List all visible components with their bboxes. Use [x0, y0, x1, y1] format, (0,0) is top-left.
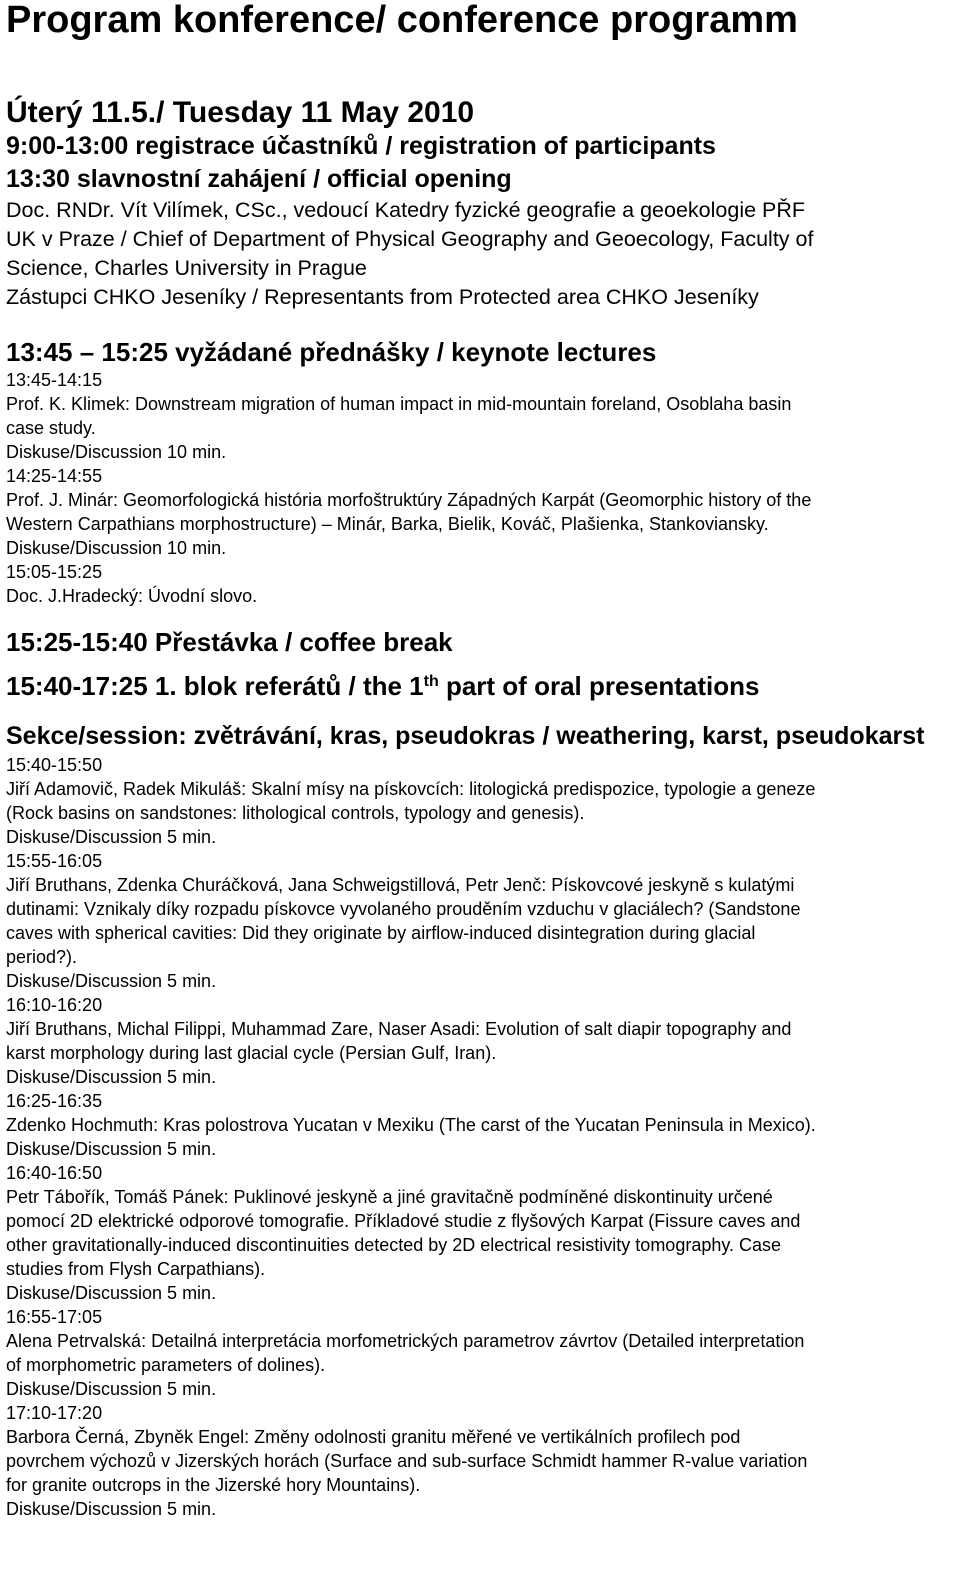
keynote-line: Doc. J.Hradecký: Úvodní slovo.: [6, 586, 258, 606]
session-line: 15:55-16:05: [6, 851, 103, 871]
opening-detail-line: Science, Charles University in Prague: [6, 256, 367, 280]
keynote-line: 13:45-14:15: [6, 370, 103, 390]
block-heading-text: 15:40-17:25 1. blok referátů / the 1: [6, 671, 424, 701]
session-line: Barbora Černá, Zbyněk Engel: Změny odolnosti granitu měřené ve vertikálních profilech pod: [6, 1427, 741, 1447]
session-line: Diskuse/Discussion 5 min.: [6, 1139, 217, 1159]
session-line: Petr Tábořík, Tomáš Pánek: Puklinové jeskyně a jiné gravitačně podmíněné diskontinuity určené: [6, 1187, 773, 1207]
session-line: Diskuse/Discussion 5 min.: [6, 1283, 217, 1303]
session-line: of morphometric parameters of dolines).: [6, 1355, 326, 1375]
session-line: other gravitationally-induced discontinuities detected by 2D electrical resistivity tomography. Case: [6, 1235, 782, 1255]
session-line: 15:40-15:50: [6, 755, 103, 775]
keynote-line: 15:05-15:25: [6, 562, 103, 582]
session-heading: Sekce/session: zvětrávání, kras, pseudokras / weathering, karst, pseudokarst: [6, 722, 925, 750]
session-line: period?).: [6, 947, 78, 967]
session-line: Diskuse/Discussion 5 min.: [6, 1499, 217, 1519]
page-title: Program konference/ conference programm: [6, 0, 798, 41]
keynote-list: [6, 368, 960, 608]
program-content: [6, 96, 960, 1521]
session-line: 16:10-16:20: [6, 995, 103, 1015]
coffee-break-heading: 15:25-15:40 Přestávka / coffee break: [6, 627, 453, 657]
session-line: povrchem výchozů v Jizerských horách (Surface and sub-surface Schmidt hammer R-value variation: [6, 1451, 808, 1471]
session-line: dutinami: Vznikaly díky rozpadu pískovce vyvolaného prouděním vzduchu v glaciálech? (Sandstone: [6, 899, 801, 919]
session-line: caves with spherical cavities: Did they originate by airflow-induced disintegration during glacial: [6, 923, 756, 943]
keynote-line: Diskuse/Discussion 10 min.: [6, 538, 227, 558]
opening-detail-line: Zástupci CHKO Jeseníky / Representants from Protected area CHKO Jeseníky: [6, 285, 759, 309]
session-line: Zdenko Hochmuth: Kras polostrova Yucatan v Mexiku (The carst of the Yucatan Peninsula in Mexico).: [6, 1115, 816, 1135]
session-line: 16:25-16:35: [6, 1091, 103, 1111]
keynote-line: Prof. K. Klimek: Downstream migration of human impact in mid-mountain foreland, Osoblaha basin: [6, 394, 792, 414]
opening-line: 13:30 slavnostní zahájení / official opening: [6, 165, 512, 193]
block-heading-superscript: th: [423, 673, 439, 690]
session-line: Jiří Adamovič, Radek Mikuláš: Skalní mísy na pískovcích: litologická predispozice, typologie a geneze: [6, 779, 816, 799]
session-line: Jiří Bruthans, Zdenka Churáčková, Jana Schweigstillová, Petr Jenč: Pískovcové jeskyně s kulatými: [6, 875, 795, 895]
keynote-heading: 13:45 – 15:25 vyžádané přednášky / keynote lectures: [6, 337, 657, 367]
opening-detail-line: UK v Praze / Chief of Department of Physical Geography and Geoecology, Faculty of: [6, 227, 814, 251]
session-line: Alena Petrvalská: Detailná interpretácia morfometrických parametrov závrtov (Detailed interpretation: [6, 1331, 805, 1351]
day-heading: Úterý 11.5./ Tuesday 11 May 2010: [6, 96, 475, 129]
session-line: Jiří Bruthans, Michal Filippi, Muhammad Zare, Naser Asadi: Evolution of salt diapir topography and: [6, 1019, 792, 1039]
keynote-line: 14:25-14:55: [6, 466, 103, 486]
session-line: studies from Flysh Carpathians).: [6, 1259, 266, 1279]
session-line: Diskuse/Discussion 5 min.: [6, 1067, 217, 1087]
registration-line: 9:00-13:00 registrace účastníků / registration of participants: [6, 132, 716, 160]
session-line: 16:40-16:50: [6, 1163, 103, 1183]
session-list: [6, 753, 960, 1521]
session-line: for granite outcrops in the Jizerské hory Mountains).: [6, 1475, 421, 1495]
keynote-line: Prof. J. Minár: Geomorfologická história morfoštruktúry Západných Karpát (Geomorphic history of the: [6, 490, 812, 510]
session-line: pomocí 2D elektrické odporové tomografie. Příkladové studie z flyšových Karpat (Fissure caves and: [6, 1211, 801, 1231]
session-line: 16:55-17:05: [6, 1307, 103, 1327]
session-line: Diskuse/Discussion 5 min.: [6, 1379, 217, 1399]
keynote-line: Diskuse/Discussion 10 min.: [6, 442, 227, 462]
session-line: Diskuse/Discussion 5 min.: [6, 971, 217, 991]
opening-details: [6, 196, 960, 312]
session-line: karst morphology during last glacial cycle (Persian Gulf, Iran).: [6, 1043, 497, 1063]
keynote-line: case study.: [6, 418, 96, 438]
block-heading-text-end: part of oral presentations: [438, 671, 760, 701]
keynote-line: Western Carpathians morphostructure) – Minár, Barka, Bielik, Kováč, Plašienka, Stankoviansky.: [6, 514, 769, 534]
block-heading: [6, 670, 960, 702]
session-line: 17:10-17:20: [6, 1403, 103, 1423]
opening-detail-line: Doc. RNDr. Vít Vilímek, CSc., vedoucí Katedry fyzické geografie a geoekologie PŘF: [6, 198, 806, 222]
session-line: (Rock basins on sandstones: lithological controls, typology and genesis).: [6, 803, 585, 823]
session-line: Diskuse/Discussion 5 min.: [6, 827, 217, 847]
